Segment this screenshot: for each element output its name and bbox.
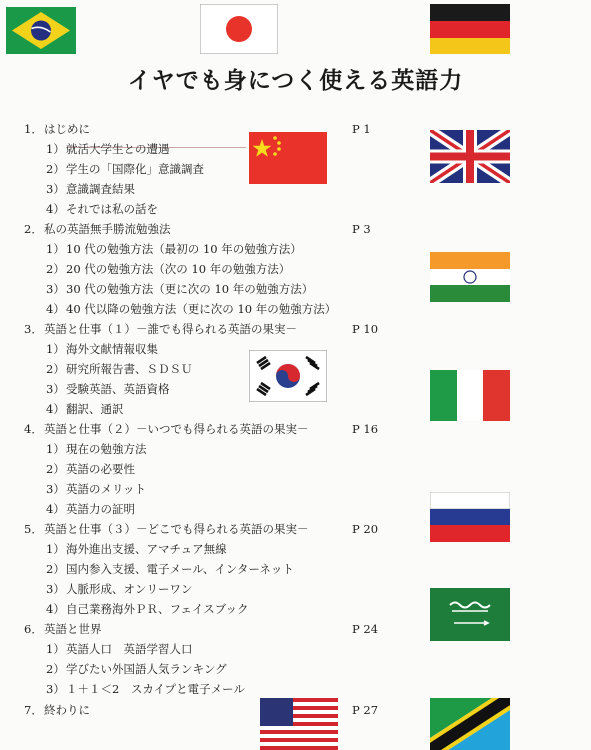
toc-item [0,339,400,359]
item-number: 2） [46,362,65,376]
section-number: 4． [24,422,43,436]
item-text: 英語人口 英語学習人口 [66,642,193,656]
section-title: 英語と世界 [44,622,102,636]
page-number: P 24 [352,622,379,636]
toc-item [0,179,400,199]
toc-item [0,259,400,279]
item-text: 学生の「国際化」意識調査 [66,162,204,176]
toc-section [0,419,400,439]
section-title: 英語と仕事（３）－どこでも得られる英語の果実－ [44,522,309,536]
toc-item [0,199,400,219]
item-text: 就活大学生との遭遇 [66,142,170,156]
toc-item [0,139,400,159]
section-number: 1． [24,122,43,136]
toc-item [0,359,400,379]
item-number: 4） [46,302,65,316]
item-number: 3） [46,382,65,396]
toc-item [0,299,400,319]
item-text: 研究所報告書、ＳＤＳＵ [66,362,193,376]
section-title: 英語と仕事（２）－いつでも得られる英語の果実－ [44,422,309,436]
item-text: 英語の必要性 [66,462,135,476]
item-text: 翻訳、通訳 [66,402,124,416]
item-text: 海外文献情報収集 [66,342,158,356]
item-number: 1） [46,542,65,556]
toc-item [0,679,400,699]
item-text: 英語のメリット [66,482,147,496]
toc-section [0,519,400,539]
item-number: 1） [46,242,65,256]
item-number: 3） [46,182,65,196]
section-title: 英語と仕事（１）－誰でも得られる英語の果実－ [44,322,297,336]
item-number: 1） [46,442,65,456]
item-text: 国内参入支援、電子メール、インターネット [66,562,294,576]
toc-item [0,159,400,179]
page-title: イヤでも身につく使える英語力 [127,68,464,94]
section-number: 5． [24,522,43,536]
toc-item [0,659,400,679]
toc-item [0,439,400,459]
section-title: 私の英語無手勝流勉強法 [44,222,171,236]
toc-section [0,219,400,239]
section-title: はじめに [44,122,90,136]
item-number: 4） [46,402,65,416]
toc-section [0,319,400,339]
item-text: 現在の勉強方法 [66,442,147,456]
toc-item [0,279,400,299]
toc-item [0,579,400,599]
toc-item [0,399,400,419]
toc-item [0,499,400,519]
toc-item [0,599,400,619]
toc-item [0,379,400,399]
page-number: P 1 [352,122,371,136]
section-number: 3． [24,322,43,336]
section-number: 2． [24,222,43,236]
item-text: それでは私の話を [66,202,158,216]
item-number: 2） [46,262,65,276]
section-number: 6． [24,622,43,636]
item-text: 英語力の証明 [66,502,135,516]
page-number: P 27 [352,703,379,717]
item-number: 2） [46,662,65,676]
toc-section [0,700,400,720]
item-text: 人脈形成、オンリーワン [66,582,193,596]
section-number: 7． [24,703,43,717]
page-number: P 10 [352,322,379,336]
item-number: 4） [46,602,65,616]
page-number: P 3 [352,222,371,236]
toc-section [0,619,400,639]
item-number: 2） [46,162,65,176]
item-number: 3） [46,482,65,496]
item-text: １＋１＜2 スカイプと電子メール [66,682,245,696]
item-text: 30 代の勉強方法（更に次の 10 年の勉強方法） [66,282,314,296]
page-number: P 16 [352,422,379,436]
item-number: 2） [46,462,65,476]
item-text: 意識調査結果 [66,182,135,196]
item-number: 1） [46,642,65,656]
item-number: 3） [46,282,65,296]
page-number: P 20 [352,522,379,536]
toc-item [0,239,400,259]
item-number: 1） [46,342,65,356]
item-text: 10 代の勉強方法（最初の 10 年の勉強方法） [66,242,302,256]
item-text: 受験英語、英語資格 [66,382,170,396]
item-text: 20 代の勉強方法（次の 10 年の勉強方法） [66,262,291,276]
item-text: 学びたい外国語人気ランキング [66,662,227,676]
item-number: 1） [46,142,65,156]
item-number: 3） [46,582,65,596]
item-number: 4） [46,502,65,516]
toc-item [0,539,400,559]
toc-item [0,479,400,499]
item-text: 海外進出支援、アマチュア無線 [66,542,227,556]
item-number: 4） [46,202,65,216]
toc-item [0,559,400,579]
item-text: 自己業務海外ＰＲ、フェイスブック [66,602,249,616]
toc-item [0,639,400,659]
item-number: 3） [46,682,65,696]
item-text: 40 代以降の勉強方法（更に次の 10 年の勉強方法） [66,302,337,316]
toc-section [0,119,400,139]
toc-item [0,459,400,479]
section-title: 終わりに [44,703,90,717]
item-number: 2） [46,562,65,576]
